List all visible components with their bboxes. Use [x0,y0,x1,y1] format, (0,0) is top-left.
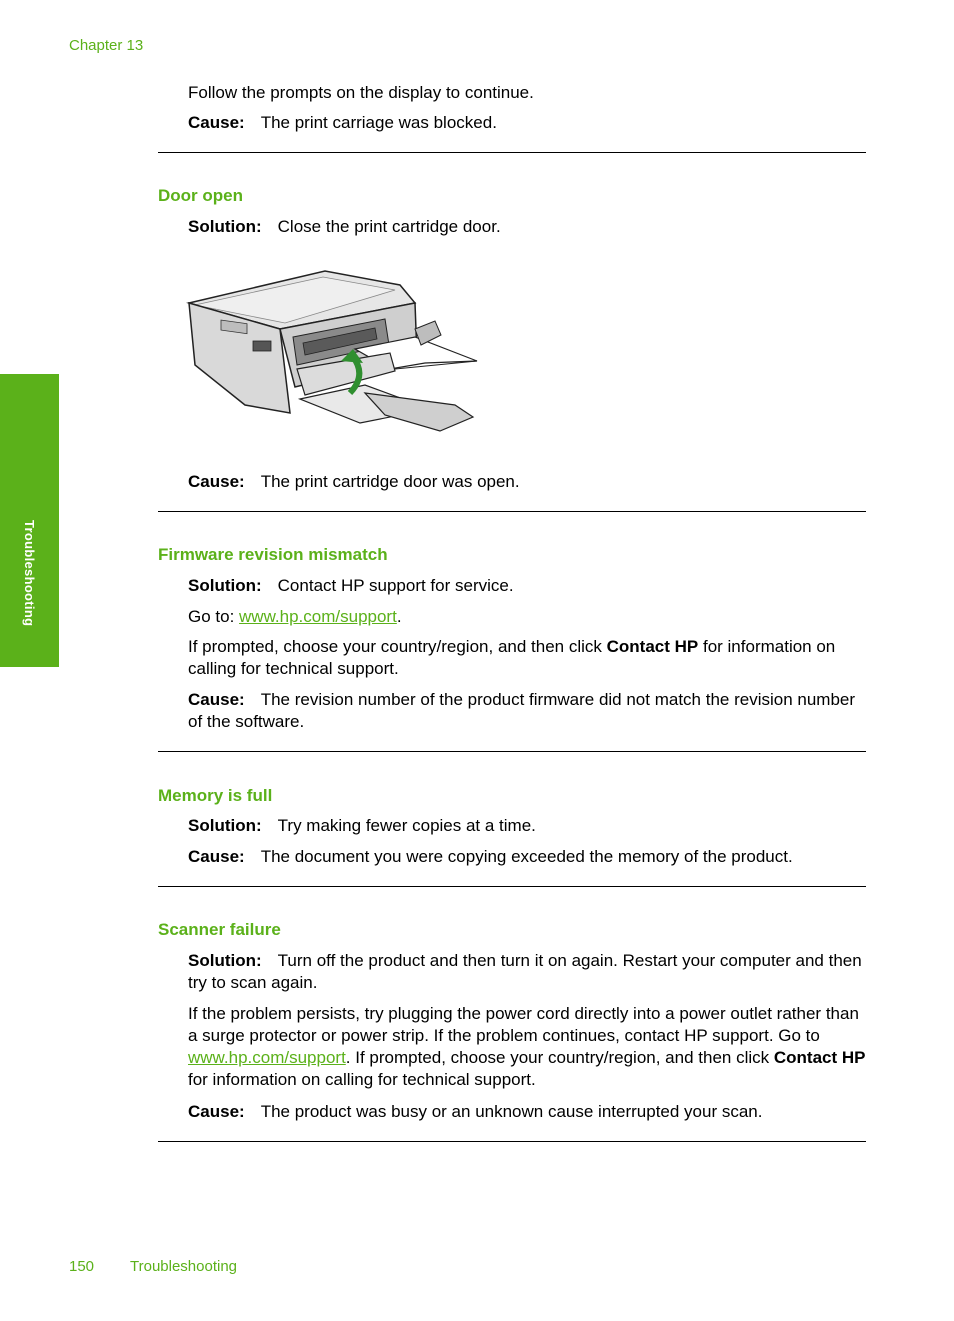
prompt-text-end: for information on calling for technical support. [188,637,836,678]
cause-text: The revision number of the product firmware did not match the revision number of the software. [188,690,856,731]
firmware-solution [188,575,868,597]
cause-text: The print carriage was blocked. [260,113,497,132]
memory-solution [188,815,868,837]
footer-section: Troubleshooting [130,1258,238,1275]
prompt-text: If prompted, choose your country/region, and then click [188,637,607,656]
goto-prefix: Go to: [188,607,240,626]
door-open-solution [188,216,868,238]
contact-hp-bold: Contact HP [773,1048,866,1067]
heading-scanner-failure: Scanner failure [158,920,281,939]
firmware-prompt [188,636,868,680]
cause-label: Cause: [188,847,245,866]
contact-hp-bold: Contact HP [606,637,699,656]
intro-line: Follow the prompts on the display to continue. [188,83,534,102]
support-link[interactable]: www.hp.com/support [188,1048,346,1067]
section-divider [158,511,866,512]
solution-text: Contact HP support for service. [277,576,514,595]
chapter-header: Chapter 13 [69,37,144,54]
cause-label: Cause: [188,472,245,491]
firmware-goto [188,606,868,628]
solution-text: Turn off the product and then turn it on again. Restart your computer and then try to scan again. [188,951,862,992]
section-divider [158,886,866,887]
solution-text: Try making fewer copies at a time. [277,816,536,835]
solution-label: Solution: [188,576,262,595]
persist-text: If the problem persists, try plugging the power cord directly into a power outlet rather than a surge protector or power strip. If the problem continues, contact HP support. Go to [188,1004,859,1045]
persist-end: for information on calling for technical support. [188,1070,536,1089]
heading-memory-full: Memory is full [158,786,273,805]
scanner-cause [188,1101,868,1123]
solution-label: Solution: [188,217,262,236]
solution-text: Close the print cartridge door. [277,217,501,236]
cause-label: Cause: [188,1102,245,1121]
door-open-cause [188,471,868,493]
firmware-cause [188,689,868,733]
intro-cause [188,112,868,134]
cause-label: Cause: [188,113,245,132]
heading-door-open: Door open [158,186,243,205]
scanner-solution [188,950,868,994]
cause-text: The print cartridge door was open. [260,472,520,491]
section-divider [158,1141,866,1142]
heading-firmware-mismatch: Firmware revision mismatch [158,545,388,564]
solution-label: Solution: [188,816,262,835]
cause-text: The product was busy or an unknown cause interrupted your scan. [260,1102,763,1121]
memory-cause [188,846,868,868]
printer-door-illustration [185,265,485,437]
page-number: 150 [69,1258,95,1275]
cause-label: Cause: [188,690,245,709]
support-link[interactable]: www.hp.com/support [239,607,397,626]
persist-after: . If prompted, choose your country/region, and then click [345,1048,774,1067]
section-divider [158,751,866,752]
cause-text: The document you were copying exceeded the memory of the product. [260,847,793,866]
section-divider [158,152,866,153]
goto-suffix: . [396,607,402,626]
solution-label: Solution: [188,951,262,970]
scanner-persist [188,1003,868,1091]
